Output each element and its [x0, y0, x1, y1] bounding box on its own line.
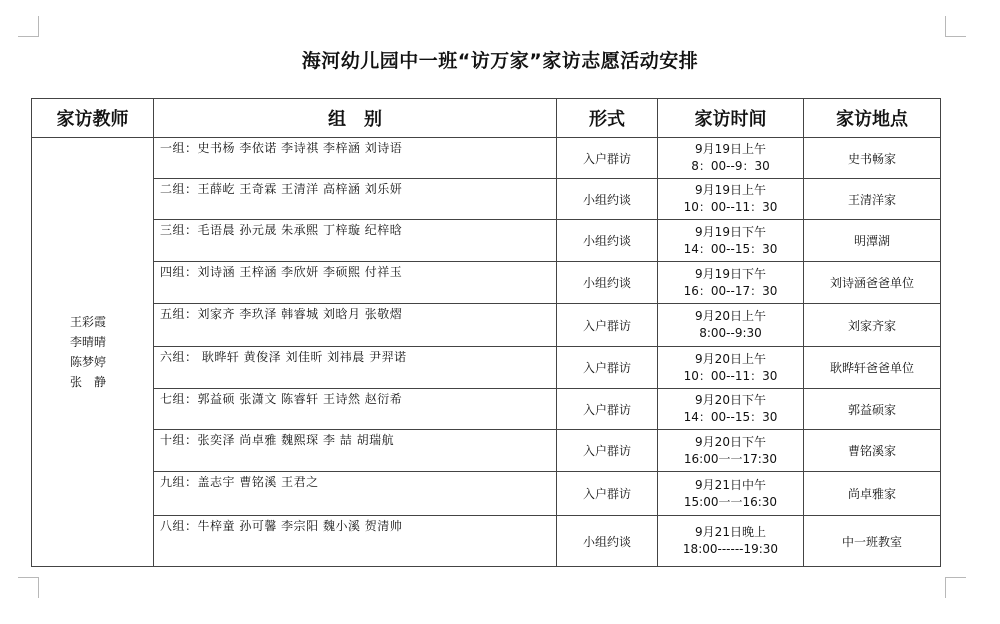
group-members: 八组：牛梓童 孙可馨 李宗阳 魏小溪 贺清帅	[154, 516, 557, 567]
visit-form: 入户群访	[557, 430, 658, 472]
header-group: 组 别	[154, 99, 557, 138]
visit-date: 9月20日下午	[695, 393, 766, 407]
schedule-table	[31, 98, 941, 567]
group-members: 六组： 耿晔轩 黄俊泽 刘佳昕 刘祎晨 尹羿诺	[154, 347, 557, 389]
visit-hours: 10：00--11：30	[683, 368, 778, 383]
visit-time	[658, 347, 804, 389]
visit-place: 史书畅家	[804, 138, 941, 179]
visit-place: 尚卓雅家	[804, 472, 941, 516]
visit-place: 中一班教室	[804, 516, 941, 567]
visit-date: 9月20日上午	[695, 351, 766, 366]
visit-place: 耿晔轩爸爸单位	[804, 347, 941, 389]
header-teacher: 家访教师	[32, 99, 154, 138]
visit-form: 入户群访	[557, 304, 658, 347]
teacher-name: 张 静	[70, 375, 107, 389]
visit-hours: 15:00一一16:30	[683, 494, 778, 509]
visit-date: 9月21日中午	[695, 477, 766, 492]
group-members: 一组：史书杨 李依诺 李诗祺 李梓涵 刘诗语	[154, 138, 557, 179]
visit-form: 小组约谈	[557, 220, 658, 262]
visit-hours: 8:00--9:30	[699, 326, 762, 340]
group-members: 二组：王薛屹 王奇霖 王清洋 高梓涵 刘乐妍	[154, 179, 557, 220]
visit-place: 刘诗涵爸爸单位	[804, 262, 941, 304]
visit-form: 入户群访	[557, 472, 658, 516]
group-members: 三组：毛语晨 孙元晟 朱承熙 丁梓璇 纪梓晗	[154, 220, 557, 262]
visit-hours: 14：00--15：30	[683, 410, 778, 424]
crop-mark-top-left	[18, 16, 39, 37]
group-members: 十组：张奕泽 尚卓雅 魏熙琛 李 喆 胡瑞航	[154, 430, 557, 472]
visit-time	[658, 179, 804, 220]
table-row	[32, 430, 941, 472]
table-row	[32, 179, 941, 220]
table-row	[32, 516, 941, 567]
visit-time	[658, 262, 804, 304]
visit-place: 郭益硕家	[804, 389, 941, 430]
visit-place: 明潭湖	[804, 220, 941, 262]
visit-date: 9月20日上午	[695, 309, 766, 323]
header-form: 形式	[557, 99, 658, 138]
visit-hours: 16:00一一17:30	[683, 451, 778, 466]
table-row	[32, 220, 941, 262]
crop-mark-top-right	[945, 16, 966, 37]
visit-time	[658, 516, 804, 567]
visit-form: 小组约谈	[557, 262, 658, 304]
visit-form: 入户群访	[557, 347, 658, 389]
table-row	[32, 472, 941, 516]
table-row	[32, 304, 941, 347]
visit-time	[658, 138, 804, 179]
group-members: 九组：盖志宇 曹铭溪 王君之	[154, 472, 557, 516]
visit-hours: 18:00------19:30	[682, 542, 779, 556]
visit-time	[658, 304, 804, 347]
crop-mark-bottom-right	[945, 577, 966, 598]
visit-time	[658, 389, 804, 430]
table-row	[32, 262, 941, 304]
visit-place: 曹铭溪家	[804, 430, 941, 472]
table-row	[32, 389, 941, 430]
document-title: 海河幼儿园中一班“访万家”家访志愿活动安排	[301, 50, 699, 72]
visit-place: 王清洋家	[804, 179, 941, 220]
visit-hours: 16：00--17：30	[683, 283, 778, 298]
teacher-name: 王彩霞	[70, 315, 107, 329]
crop-mark-bottom-left	[18, 577, 39, 598]
visit-time	[658, 430, 804, 472]
teacher-name: 李晴晴	[70, 335, 107, 349]
visit-hours: 14：00--15：30	[683, 241, 778, 256]
visit-hours: 8：00--9：30	[691, 159, 770, 173]
visit-hours: 10：00--11：30	[683, 200, 778, 214]
visit-date: 9月21日晚上	[695, 525, 766, 539]
group-members: 五组：刘家齐 李玖泽 韩睿城 刘晗月 张敬熠	[154, 304, 557, 347]
visit-date: 9月19日下午	[695, 266, 766, 281]
visit-place: 刘家齐家	[804, 304, 941, 347]
table-header-row	[32, 99, 941, 138]
group-members: 四组：刘诗涵 王梓涵 李欣妍 李硕熙 付祥玉	[154, 262, 557, 304]
visit-form: 小组约谈	[557, 179, 658, 220]
table-row	[32, 138, 941, 179]
visit-date: 9月19日下午	[695, 224, 766, 239]
visit-date: 9月19日上午	[695, 142, 766, 156]
group-members: 七组：郭益硕 张潇文 陈睿轩 王诗然 赵衍希	[154, 389, 557, 430]
teacher-cell	[32, 138, 154, 567]
visit-form: 入户群访	[557, 138, 658, 179]
visit-date: 9月20日下午	[695, 434, 766, 449]
visit-form: 小组约谈	[557, 516, 658, 567]
teacher-name: 陈梦婷	[70, 355, 107, 369]
visit-time	[658, 472, 804, 516]
visit-time	[658, 220, 804, 262]
table-row	[32, 347, 941, 389]
header-time: 家访时间	[658, 99, 804, 138]
header-place: 家访地点	[804, 99, 941, 138]
visit-form: 入户群访	[557, 389, 658, 430]
visit-date: 9月19日上午	[695, 183, 766, 197]
